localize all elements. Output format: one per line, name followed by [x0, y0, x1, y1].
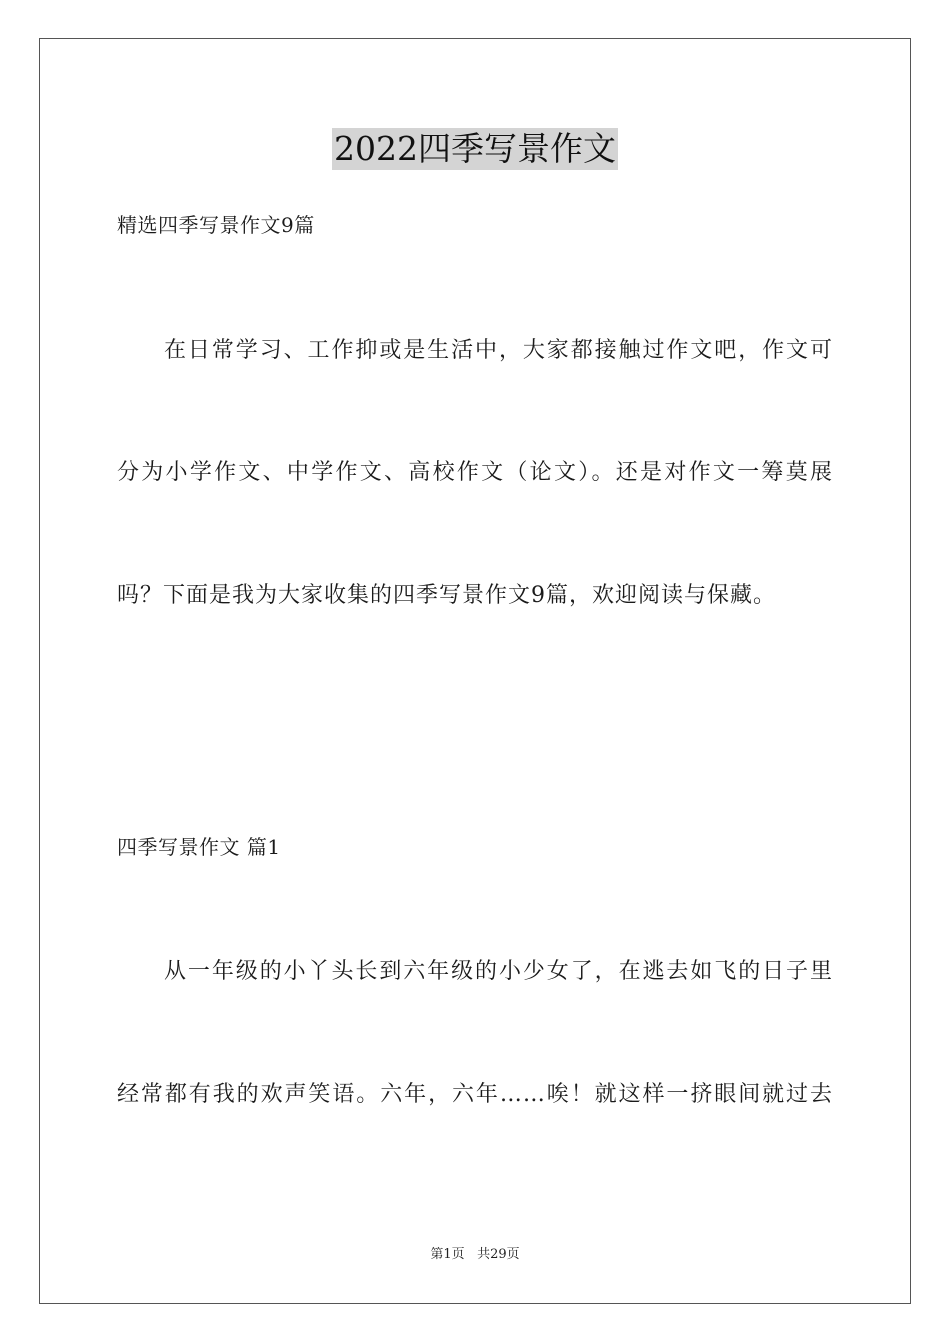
intro-line-3: 吗？下面是我为大家收集的四季写景作文9篇，欢迎阅读与保藏。 — [117, 583, 776, 608]
section-heading: 四季写景作文 篇1 — [117, 835, 281, 859]
section-line-2: 经常都有我的欢声笑语。六年，六年……唉！就这样一挤眼间就过去 — [117, 1082, 833, 1107]
intro-line-1: 在日常学习、工作抑或是生活中，大家都接触过作文吧，作文可 — [164, 338, 833, 363]
intro-line-2: 分为小学作文、中学作文、高校作文（论文）。还是对作文一筹莫展 — [117, 460, 833, 485]
title-container — [0, 128, 950, 170]
page-total: 共29页 — [477, 1247, 520, 1262]
section-line-1: 从一年级的小丫头长到六年级的小少女了，在逃去如飞的日子里 — [164, 959, 833, 984]
page-number: 第1页 — [430, 1247, 465, 1262]
document-title: 2022四季写景作文 — [334, 129, 616, 168]
page-footer — [0, 1246, 950, 1264]
document-subtitle: 精选四季写景作文9篇 — [117, 213, 315, 237]
